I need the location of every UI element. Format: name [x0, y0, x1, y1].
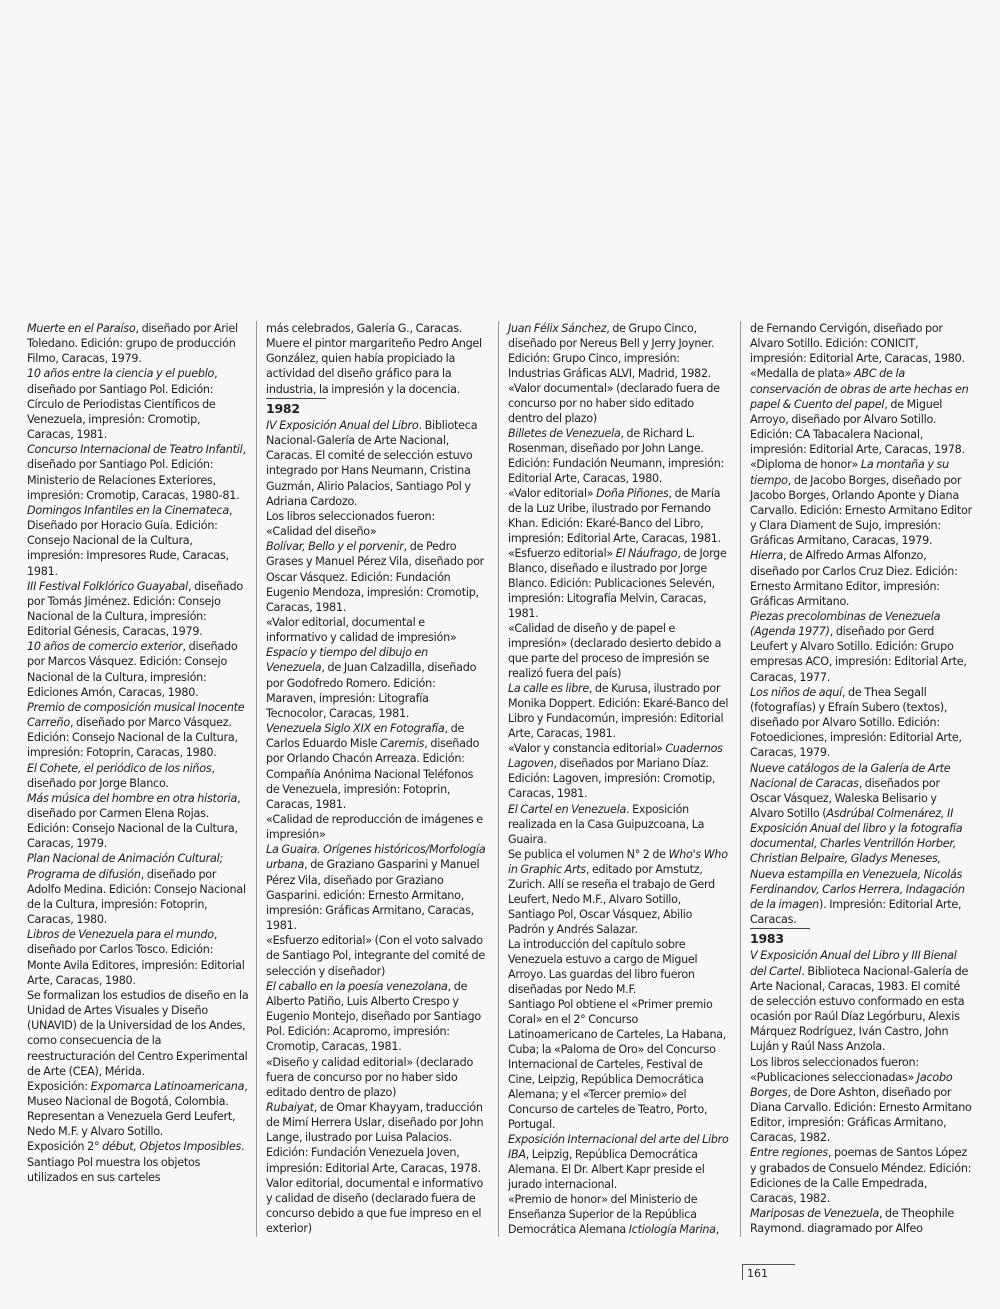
entry-paragraph — [27, 442, 249, 503]
text-run: , — [715, 1222, 720, 1236]
italic-title: Domingos Infantiles en la Cinemateca — [27, 503, 230, 517]
text-run: , de Theophile Raymond. diagramado por Alfeo — [750, 1207, 955, 1236]
text-run: Valor editorial, documental e informativo y calidad de diseño (declarado fuera de concurso debido a que fue impreso en el exterior) — [266, 1176, 484, 1236]
italic-title: Mariposas de Venezuela — [750, 1207, 879, 1221]
entry-paragraph — [266, 418, 488, 509]
entry-paragraph — [508, 741, 730, 801]
italic-title: Más música del hombre en otra historia — [27, 791, 238, 805]
text-column-2 — [266, 321, 488, 1236]
text-run: , de Alfredo Armas Alfonzo, diseñado por Carlos Cruz Diez. Edición: Ernesto Armitano Editor, impresión: Gráficas Armitano. — [750, 549, 958, 608]
italic-title: Billetes de Venezuela — [508, 427, 621, 441]
text-run: . Exposición realizada en la Casa Guipuzcoana, La Guaira. — [508, 802, 705, 846]
entry-paragraph — [27, 851, 249, 927]
text-run: , diseñado por Marco Vásquez. Edición: Consejo Nacional de la Cultura, impresión: Fotoprin, Caracas, 1980. — [27, 716, 238, 760]
text-run: , de Omar Khayyam, traducción de Mimí Herrera Uslar, diseñado por John Lange, ilustrado por Luisa Palacios. Edición: Fundación Venezuela Joven, impresión: Editorial Arte, Caracas, 1978. — [266, 1100, 484, 1175]
entry-paragraph — [508, 621, 730, 681]
italic-title: Los niños de aquí — [750, 685, 842, 699]
italic-title: Venezuela Siglo XIX en Fotografía — [266, 722, 445, 736]
text-run: «Publicaciones seleccionadas» — [750, 1070, 917, 1084]
text-run: . Biblioteca Nacional-Galería de Arte Nacional, Caracas, 1983. El comité de selección estuvo conformado en esta ocasión por Raúl Díaz Legórburu, Alexis Márquez Rodríguez, Iván Castro, John Luján y Raúl Nass Anzola. — [750, 964, 969, 1054]
italic-title: Expomarca Latinoamericana — [90, 1079, 245, 1093]
text-run: , de Thea Segall (fotografías) y Efraín Subero (textos), diseñado por Alvaro Sotillo. Edición: Fotoediciones, impresión: Editorial Arte, Caracas, 1979. — [750, 685, 962, 760]
entry-paragraph — [266, 336, 488, 397]
text-run: , de Graziano Gasparini y Manuel Pérez Vila, diseñado por Graziano Gasparini. edición: Ernesto Armitano, impresión: Gráficas Armitano, Caracas, 1981. — [266, 858, 480, 933]
italic-title: Concurso Internacional de Teatro Infantil — [27, 443, 243, 457]
italic-title: Ictiología Marina — [628, 1222, 716, 1236]
entry-paragraph — [750, 761, 972, 928]
entry-paragraph — [750, 609, 972, 685]
text-run: , Diseñado por Horacio Guía. Edición: Consejo Nacional de la Cultura, impresión: Impresores Rude, Caracas, 1981. — [27, 503, 233, 578]
text-run: «Premio de honor» del Ministerio de Enseñanza Superior de la República Democrática Alemana — [508, 1192, 698, 1236]
entry-paragraph — [27, 503, 249, 579]
entry-paragraph — [27, 988, 249, 1079]
italic-title: 10 años de comercio exterior — [27, 640, 183, 654]
text-run: . Biblioteca Nacional-Galería de Arte Nacional, Caracas. El comité de selección estuvo integrado por Hans Neumann, Cristina Guzmán, Alirio Palacios, Santiago Pol y Adriana Cardozo. — [266, 418, 478, 508]
text-run: «Esfuerzo editorial» (Con el voto salvado de Santiago Pol, integrante del comité de selección y diseñador) — [266, 934, 486, 978]
entry-paragraph — [27, 579, 249, 640]
text-run: «Calidad de reproducción de imágenes e impresión» — [266, 813, 483, 842]
text-run: Exposición 2° — [27, 1140, 103, 1154]
entry-paragraph — [508, 546, 730, 621]
text-run: , diseñado por Santiago Pol. Edición: Ministerio de Relaciones Exteriores, impresión: Cromotip, Caracas, 1980-81. — [27, 443, 246, 502]
text-column-3 — [508, 321, 730, 1237]
italic-title: Plan Nacional de Animación Cultural; Programa de difusión — [27, 852, 224, 881]
entry-paragraph — [750, 457, 972, 548]
entry-paragraph — [266, 509, 488, 524]
text-run: , diseñado por Carmen Elena Rojas. Edición: Consejo Nacional de la Cultura, Caracas, 1979. — [27, 791, 241, 851]
italic-title: Caremis — [380, 737, 425, 751]
text-run: de Fernando Cervigón, diseñado por Alvaro Sotillo. Edición: CONICIT, impresión: Editorial Arte, Caracas, 1980. — [750, 322, 965, 366]
entry-paragraph — [750, 1206, 972, 1236]
text-run: . Santiago Pol muestra los objetos utilizados en sus carteles — [27, 1140, 245, 1184]
text-run: «Calidad del diseño» — [266, 525, 377, 539]
entry-paragraph — [266, 979, 488, 1055]
italic-title: IV Exposición Anual del Libro — [266, 418, 419, 432]
text-run: La introducción del capítulo sobre Venezuela estuvo a cargo de Miguel Arroyo. Las guardas del libro fueron diseñadas por Nedo M.F. — [508, 937, 698, 996]
italic-title: début, Objetos Imposibles — [102, 1140, 242, 1154]
text-run: más celebrados, Galería G., Caracas. — [266, 322, 463, 335]
entry-paragraph — [508, 937, 730, 997]
text-run: , diseñado por Marcos Vásquez. Edición: Consejo Nacional de la Cultura, impresión: Ediciones Amón, Caracas, 1980. — [27, 640, 238, 699]
italic-title: Libros de Venezuela para el mundo — [27, 928, 214, 942]
column-rule-2 — [498, 321, 499, 1237]
text-run: «Diploma de honor» — [750, 458, 861, 472]
italic-title: Jacobo Borges — [750, 1070, 953, 1099]
text-column-4 — [750, 321, 972, 1236]
text-run: , de María de la Luz Uribe, ilustrado por Fernando Khan. Edición: Ekaré-Banco del Libro, impresión: Editorial Arte, Caracas, 1981. — [508, 487, 721, 546]
text-run: , de Jacobo Borges, diseñado por Jacobo Borges, Orlando Aponte y Diana Carvallo. Edición: Ernesto Armitano Editor y Clara Diament de Sujo, impresión: Gráficas Armitano, Caracas, 1979. — [750, 473, 972, 548]
italic-title: Who's Who in Graphic Arts — [508, 847, 728, 876]
entry-paragraph — [750, 1070, 972, 1146]
entry-paragraph — [266, 812, 488, 842]
italic-title: Piezas precolombinas de Venezuela (Agenda 1977) — [750, 609, 941, 639]
text-run: «Esfuerzo editorial» — [508, 547, 616, 561]
text-run: , de Richard L. Rosenman, diseñado por John Lange. Edición: Fundación Neumann, impresión: Editorial Arte, Caracas, 1980. — [508, 427, 724, 486]
entry-paragraph — [750, 366, 972, 457]
entry-paragraph — [27, 639, 249, 700]
italic-title: La calle es libre — [508, 682, 589, 696]
entry-paragraph — [266, 539, 488, 615]
entry-paragraph — [508, 426, 730, 486]
column-rule-3 — [740, 321, 741, 1237]
text-run: «Valor editorial, documental e informativo y calidad de impresión» — [266, 615, 457, 645]
italic-title: El caballo en la poesía venezolana — [266, 979, 448, 993]
entry-paragraph — [750, 1145, 972, 1206]
italic-title: Exposición Internacional del arte del Libro IBA — [508, 1132, 729, 1161]
entry-paragraph — [508, 802, 730, 847]
italic-title: Espacio y tiempo del dibujo en Venezuela — [266, 646, 429, 675]
entry-paragraph — [27, 791, 249, 852]
text-run: , editado por Amstutz, Zurich. Allí se reseña el trabajo de Gerd Leufert, Nedo M.F., Alvaro Sotillo, Santiago Pol, Oscar Vásquez, Abilio Padrón y Andrés Salazar. — [508, 862, 715, 936]
text-run: Los libros seleccionados fueron: — [750, 1055, 919, 1069]
text-run: , de Pedro Grases y Manuel Pérez Vila, diseñado por Oscar Vásquez. Edición: Fundación Eugenio Mendoza, impresión: Cromotip, Caracas, 1981. — [266, 540, 485, 614]
entry-paragraph — [266, 1055, 488, 1100]
italic-title: Cuadernos Lagoven — [508, 742, 723, 771]
text-run: Los libros seleccionados fueron: — [266, 509, 435, 523]
entry-paragraph — [27, 700, 249, 761]
entry-paragraph — [508, 381, 730, 426]
text-run: , diseñado por Adolfo Medina. Edición: Consejo Nacional de la Cultura, impresión: Fotoprin, Caracas, 1980. — [27, 867, 246, 927]
text-run: «Medalla de plata» — [750, 367, 854, 381]
italic-title: Bolívar, Bello y el porvenir — [266, 540, 404, 554]
entry-paragraph — [750, 948, 972, 1054]
text-run: , poemas de Santos López y grabados de Consuelo Méndez. Edición: Ediciones de la Calle Empedrada, Caracas, 1982. — [750, 1146, 972, 1205]
text-run: , de Dore Ashton, diseñado por Diana Carvallo. Edición: Ernesto Armitano Editor, impresión: Gráficas Armitano, Caracas, 1982. — [750, 1085, 972, 1145]
text-run: , diseñado por Ariel Toledano. Edición: grupo de producción Filmo, Caracas, 1979. — [27, 322, 238, 366]
entry-paragraph — [27, 1079, 249, 1140]
text-run: , diseñado por Tomás Jiménez. Edición: Consejo Nacional de la Cultura, impresión: Editorial Génesis, Caracas, 1979. — [27, 579, 243, 639]
text-run: , Leipzig, República Democrática Alemana. El Dr. Albert Kapr preside el jurado internacional. — [508, 1147, 705, 1191]
year-heading: 1982 — [266, 398, 488, 416]
entry-paragraph — [750, 685, 972, 761]
entry-paragraph — [266, 1176, 488, 1237]
text-run: , de Carlos Eduardo Misle — [266, 722, 465, 751]
italic-title: 10 años entre la ciencia y el pueblo — [27, 367, 215, 381]
text-run: , de Juan Calzadilla, diseñado por Godofredo Romero. Edición: Maraven, impresión: Litografía Tecnocolor, Caracas, 1981. — [266, 661, 477, 720]
text-run: «Valor documental» (declarado fuera de concurso por no haber sido editado dentro del plazo) — [508, 382, 720, 426]
entry-paragraph — [508, 486, 730, 546]
entry-paragraph — [508, 997, 730, 1132]
entry-paragraph — [750, 321, 972, 366]
entry-paragraph — [27, 366, 249, 442]
entry-paragraph — [27, 927, 249, 988]
italic-title: Muerte en el Paraíso — [27, 322, 136, 335]
italic-title: Rubaiyat — [266, 1100, 314, 1114]
entry-paragraph — [508, 1132, 730, 1192]
italic-title: La montaña y su tiempo — [750, 458, 949, 487]
italic-title: Juan Félix Sánchez — [508, 322, 607, 335]
text-run: «Valor y constancia editorial» — [508, 742, 666, 756]
page-number: 161 — [742, 1264, 795, 1280]
text-run: , diseñado por Jorge Blanco. — [27, 761, 215, 790]
entry-paragraph — [508, 321, 730, 381]
text-run: Se publica el volumen N° 2 de — [508, 847, 669, 861]
italic-title: El Náufrago — [615, 547, 678, 561]
entry-paragraph — [508, 1192, 730, 1237]
entry-paragraph — [266, 1100, 488, 1176]
text-run: Se formalizan los estudios de diseño en la Unidad de Artes Visuales y Diseño (UNAVID) de la Universidad de los Andes, como consecuencia de la reestructuración del Centro Experimental de Arte (CEA), Mérida. — [27, 988, 249, 1078]
text-run: «Calidad de diseño y de papel e impresión» (declarado desierto debido a que parte del proceso de impresión se realizó fuera del país) — [508, 622, 722, 681]
entry-paragraph — [27, 1139, 249, 1184]
entry-paragraph — [508, 847, 730, 937]
text-run: , diseñado por Carlos Tosco. Edición: Monte Avila Editores, impresión: Editorial Arte, Caracas, 1980. — [27, 928, 245, 987]
entry-paragraph — [27, 321, 249, 366]
italic-title: El Cohete, el periódico de los niños — [27, 761, 212, 775]
text-run: Exposición: — [27, 1079, 91, 1093]
column-rule-1 — [256, 321, 257, 1237]
text-run: , de Kurusa, ilustrado por Monika Doppert. Edición: Ekaré-Banco del Libro y Fundacomún, impresión: Editorial Arte, Caracas, 1981. — [508, 682, 729, 741]
italic-title: La Guaira. Orígenes históricos/Morfología urbana — [266, 843, 486, 872]
text-run: , Museo Nacional de Bogotá, Colombia. Representan a Venezuela Gerd Leufert, Nedo M.F. y Alvaro Sotillo. — [27, 1079, 248, 1139]
entry-paragraph — [27, 761, 249, 791]
italic-title: ABC de la conservación de obras de arte hechas en papel & Cuento del papel — [750, 367, 969, 411]
entry-paragraph — [266, 842, 488, 933]
entry-paragraph — [508, 681, 730, 741]
entry-paragraph — [750, 1055, 972, 1070]
italic-title: El Cartel en Venezuela — [508, 802, 627, 816]
text-run: , de Alberto Patiño, Luis Alberto Crespo y Eugenio Montejo, diseñado por Santiago Pol. Edición: Acapromo, impresión: Cromotip, Caracas, 1981. — [266, 979, 481, 1054]
text-run: , diseñado por Gerd Leufert y Alvaro Sotillo. Edición: Grupo empresas ACO, impresión: Editorial Arte, Caracas, 1977. — [750, 625, 967, 684]
text-run: , diseñado por Orlando Chacón Arreaza. Edición: Compañía Anónima Nacional Teléfonos de Venezuela, impresión: Fotoprin, Caracas, 1981. — [266, 737, 480, 811]
text-run: , de Grupo Cinco, diseñado por Nereus Bell y Jerry Joyner. Edición: Grupo Cinco, impresión: Industrias Gráficas ALVI, Madrid, 1982. — [508, 322, 715, 381]
text-run: ). Impresión: Editorial Arte, Caracas. — [750, 897, 962, 927]
text-run: , de Miguel Arroyo, diseñado por Alvaro Sotillo. Edición: CA Tabacalera Nacional, impresión: Editorial Arte, Caracas, 1978. — [750, 397, 965, 457]
text-run: Muere el pintor margariteño Pedro Angel González, quien había propiciado la actividad del diseño gráfico para la industria, la impresión y la docencia. — [266, 337, 482, 396]
year-heading: 1983 — [750, 928, 972, 946]
entry-paragraph — [266, 933, 488, 978]
entry-paragraph — [266, 615, 488, 721]
italic-title: III Festival Folklórico Guayabal — [27, 579, 188, 593]
text-run: , diseñados por Oscar Vásquez, Waleska Belisario y Alvaro Sotillo ( — [750, 776, 940, 820]
entry-paragraph — [266, 321, 488, 336]
italic-title: Asdrúbal Colmenárez, II Exposición Anual del libro y la fotografía documental, Charles Ventrillón Horber, Christian Belpaire, Gladys Meneses, Nueva estampilla en Venezuela, Nicolás Ferdinandov, Carlos Herrera, Indagación de la imagen — [750, 807, 965, 911]
text-run: «Diseño y calidad editorial» (declarado fuera de concurso por no haber sido editado dentro de plazo) — [266, 1055, 474, 1099]
entry-paragraph — [266, 524, 488, 539]
text-run: , de Jorge Blanco, diseñado e ilustrado por Jorge Blanco. Edición: Publicaciones Selevén, impresión: Litografía Melvin, Caracas, 1981. — [508, 547, 727, 621]
italic-title: Premio de composición musical Inocente Carreño — [27, 700, 245, 730]
italic-title: Entre regiones — [750, 1146, 828, 1160]
italic-title: Nueve catálogos de la Galería de Arte Nacional de Caracas — [750, 761, 951, 790]
italic-title: Doña Piñones — [596, 487, 669, 501]
text-run: , diseñado por Santiago Pol. Edición: Círculo de Periodistas Científicos de Venezuela, impresión: Cromotip, Caracas, 1981. — [27, 367, 218, 442]
entry-paragraph — [266, 721, 488, 812]
italic-title: V Exposición Anual del Libro y III Bienal del Cartel — [750, 949, 957, 978]
entry-paragraph — [750, 548, 972, 609]
text-run: «Valor editorial» — [508, 487, 597, 501]
text-column-1 — [27, 321, 249, 1185]
text-run: Santiago Pol obtiene el «Primer premio Coral» en el 2° Concurso Latinoamericano de Carteles, La Habana, Cuba; la «Paloma de Oro» del Concurso Internacional de Carteles, Festival de Cine, Leipzig, República Democrática Alemana; y el «Tercer premio» del Concurso de carteles de Teatro, Porto, Portugal. — [508, 997, 727, 1131]
italic-title: Hierra — [750, 549, 783, 563]
text-run: , diseñados por Mariano Díaz. Edición: Lagoven, impresión: Cromotip, Caracas, 1981. — [508, 757, 716, 801]
